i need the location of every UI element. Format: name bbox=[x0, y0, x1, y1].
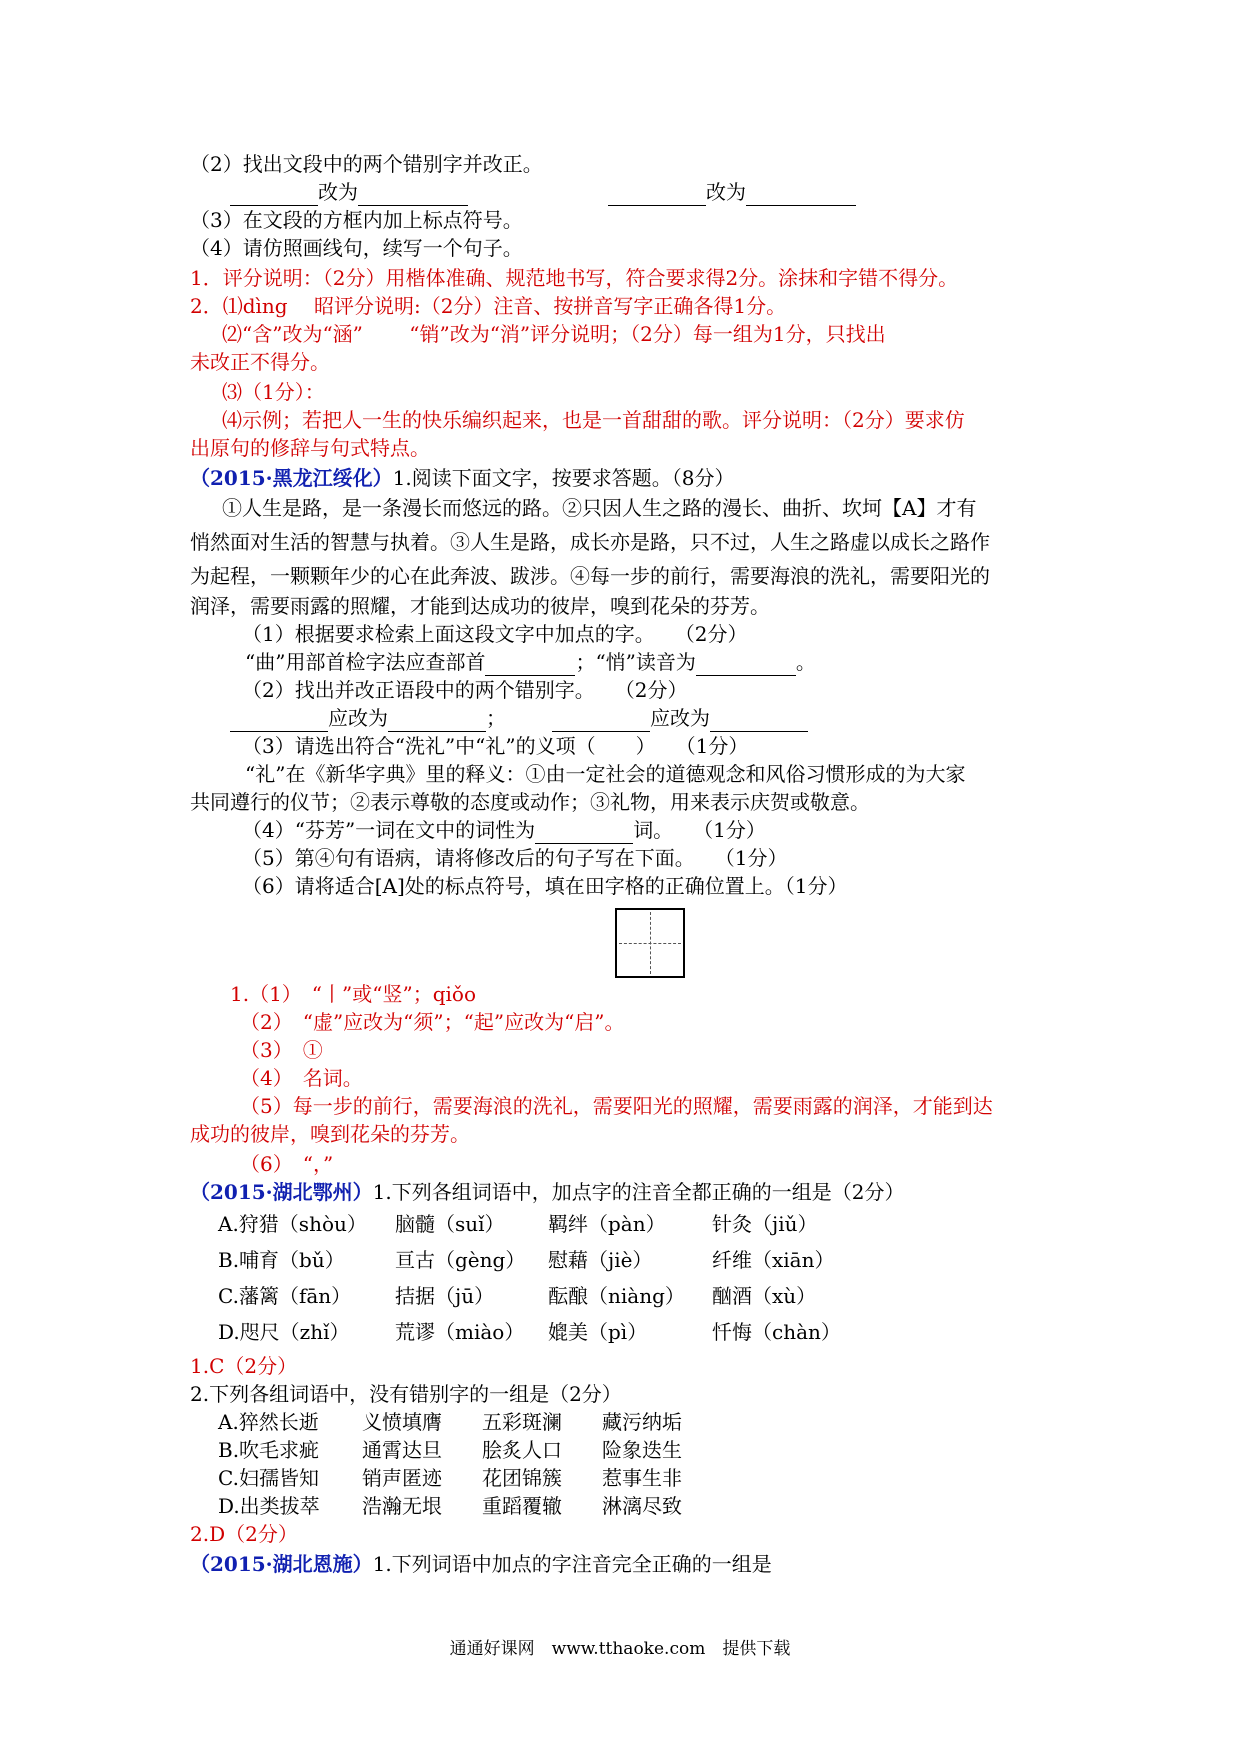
exam-source-tag: （2015·黑龙江绥化） bbox=[190, 466, 393, 490]
answer-blank[interactable] bbox=[608, 183, 706, 206]
answer-blank[interactable] bbox=[230, 183, 318, 206]
question-2: （2）找出文段中的两个错别字并改正。 bbox=[190, 152, 543, 176]
exam-source-tag: （2015·湖北恩施） bbox=[190, 1552, 373, 1576]
answer-1: 1.（1） “丨”或“竖”；qiǒo bbox=[230, 982, 476, 1006]
exam-heading bbox=[190, 464, 1070, 492]
passage-line: 润泽，需要雨露的照耀，才能到达成功的彼岸，嗅到花朵的芬芳。 bbox=[190, 594, 770, 618]
answer-5-cont: 出原句的修辞与句式特点。 bbox=[190, 436, 430, 460]
answer-blank[interactable] bbox=[485, 653, 575, 676]
question-2b: 应改为 ； 应改为 bbox=[230, 704, 1110, 732]
question-2: 2.下列各组词语中，没有错别字的一组是（2分） bbox=[190, 1382, 622, 1406]
answer-4: （4） 名词。 bbox=[240, 1066, 363, 1090]
question-3: （3）在文段的方框内加上标点符号。 bbox=[190, 208, 523, 232]
question-title: 1.下列词语中加点的字注音完全正确的一组是 bbox=[372, 1552, 772, 1576]
definition-line: “礼”在《新华字典》里的释义：①由一定社会的道德观念和风俗习惯形成的为大家 bbox=[245, 762, 966, 786]
answer-3: （3） ① bbox=[240, 1038, 323, 1062]
question-title: 1.阅读下面文字，按要求答题。（8分） bbox=[392, 466, 735, 490]
question-1: （1）根据要求检索上面这段文字中加点的字。 （2分） bbox=[242, 622, 748, 646]
exam-heading bbox=[190, 1178, 1070, 1206]
question-4: （4）请仿照画线句，续写一个句子。 bbox=[190, 236, 523, 260]
answer-1: 1.C（2分） bbox=[190, 1354, 298, 1378]
question-3: （3）请选出符合“洗礼”中“礼”的义项（ ） （1分） bbox=[242, 734, 749, 758]
question-title: 1.下列各组词语中，加点字的注音全都正确的一组是（2分） bbox=[372, 1180, 905, 1204]
question-5: （5）第④句有语病，请将修改后的句子写在下面。 （1分） bbox=[242, 846, 788, 870]
passage-line: 为起程，一颗颗年少的心在此奔波、跋涉。④每一步的前行，需要海浪的洗礼，需要阳光的 bbox=[190, 564, 990, 588]
answer-2: 2.D（2分） bbox=[190, 1522, 298, 1546]
answer-blank[interactable] bbox=[710, 709, 808, 732]
correction-blanks: 改为 改为 bbox=[230, 178, 1110, 206]
question-6: （6）请将适合[A]处的标点符号，填在田字格的正确位置上。（1分） bbox=[242, 874, 848, 898]
question-4: （4）“芬芳”一词在文中的词性为 词。 （1分） bbox=[242, 818, 766, 842]
answer-5: （5）每一步的前行，需要海浪的洗礼，需要阳光的照耀，需要雨露的润泽，才能到达 bbox=[240, 1094, 993, 1118]
exam-heading bbox=[190, 1550, 1070, 1578]
answer-3-cont: 未改正不得分。 bbox=[190, 350, 330, 374]
answer-blank[interactable] bbox=[552, 709, 650, 732]
answer-blank[interactable] bbox=[358, 183, 468, 206]
answer-6: （6） “，” bbox=[240, 1152, 334, 1176]
answer-blank[interactable] bbox=[230, 709, 328, 732]
question-1b: “曲”用部首检字法应查部首 ；“悄”读音为 。 bbox=[245, 650, 816, 674]
answer-2: 2．⑴dìng 昭评分说明:（2分）注音、按拼音写字正确各得1分。 bbox=[190, 294, 787, 318]
answer-4: ⑶（1分）： bbox=[222, 380, 325, 404]
exam-source-tag: （2015·湖北鄂州） bbox=[190, 1180, 373, 1204]
definition-line: 共同遵行的仪节；②表示尊敬的态度或动作；③礼物，用来表示庆贺或敬意。 bbox=[190, 790, 870, 814]
answer-blank[interactable] bbox=[746, 183, 856, 206]
answer-5-cont: 成功的彼岸，嗅到花朵的芬芳。 bbox=[190, 1122, 470, 1146]
answer-2: （2） “虚”应改为“须”；“起”应改为“启”。 bbox=[240, 1010, 625, 1034]
question-2: （2）找出并改正语段中的两个错别字。 （2分） bbox=[242, 678, 688, 702]
answer-blank[interactable] bbox=[535, 821, 633, 844]
page-footer: 通通好课网 www.tthaoke.com 提供下载 bbox=[449, 1639, 791, 1659]
answer-5: ⑷示例；若把人一生的快乐编织起来，也是一首甜甜的歌。评分说明：（2分）要求仿 bbox=[222, 408, 965, 432]
passage-line: 悄然面对生活的智慧与执着。③人生是路，成长亦是路，只不过，人生之路虚以成长之路作 bbox=[190, 530, 990, 554]
answer-1: 1．评分说明：（2分）用楷体准确、规范地书写，符合要求得2分。涂抹和字错不得分。 bbox=[190, 266, 959, 290]
answer-3: ⑵“含”改为“涵” “销”改为“消”评分说明；（2分）每一组为1分，只找出 bbox=[222, 322, 886, 346]
tianzige-grid[interactable] bbox=[615, 908, 685, 978]
answer-blank[interactable] bbox=[696, 653, 796, 676]
answer-blank[interactable] bbox=[388, 709, 486, 732]
passage-line: ①人生是路，是一条漫长而悠远的路。②只因人生之路的漫长、曲折、坎坷【A】才有 bbox=[222, 496, 977, 520]
document-page: （2）找出文段中的两个错别字并改正。 改为 改为 （3）在文段的方框内加上标点符号。 （4）请仿照画线句，续写一个句子。 1．评分说明：（2分）用楷体准确、规范地书写，符合要求得2分。涂抹和字错不得分。 2．⑴dìng 昭评分说明:（2分）注音、按拼音写字正确各得1分。 ⑵“含”改为“涵” “销”改为“消”评分说明；（2分）每一组为1分，只找出 未改正不得分。 ⑶（1分）： ⑷示例；若把人一生的快乐编织起来，也是一首甜甜的歌。评分说明：（2分）要求仿 出原句的修辞与句式特点。 （2015·黑龙江绥化）1.阅读下面文字，按要求答题。（8分） ①人生是路，是一条漫长而悠远的路。②只因人生之路的漫长、曲折、坎坷【A】才有 悄然面对生活的智慧与执着。③人生是路，成长亦是路，只不过，人生之路虚以成长之路作 为起程，一颗颗年少的心在此奔波、跋涉。④每一步的前行，需要海浪的洗礼，需要阳光的 润泽，需要雨露的照耀，才能到达成功的彼岸，嗅到花朵的芬芳。 （1）根据要求检索上面这段文字中加点的字。 （2分） “曲”用部首检字法应查部首 ；“悄”读音为 。 （2）找出并改正语段中的两个错别字。 （2分） 应改为 ； 应改为 （3）请选出符合“洗礼”中“礼”的义项（ ） （1分） “礼”在《新华字典》里的释义：①由一定社会的道德观念和风俗习惯形成的为大家 共同遵行的仪节；②表示尊敬的态度或动作；③礼物，用来表示庆贺或敬意。 （4）“芬芳”一词在文中的词性为 词。 （1分） （5）第④句有语病，请将修改后的句子写在下面。 （1分） （6）请将适合[A]处的标点符号，填在田字格的正确位置上。（1分） 1.（1） “丨”或“竖”；qiǒo （2） “虚”应改为“须”；“起”应改为“启”。 （3） ① （4） 名词。 （5）每一步的前行，需要海浪的洗礼，需要阳光的照耀，需要雨露的润泽，才能到达 成功的彼岸，嗅到花朵的芬芳。 （6） “，” （2015·湖北鄂州）1.下列各组词语中，加点字的注音全都正确的一组是（2分） A.狩猎（shòu） 脑髓（suǐ） 羁绊（pàn） 针灸（jiǔ） B.哺育（bǔ） 亘古（gèng） 慰藉（jiè） 纤维（xiān） C.藩篱（fān） 拮据（jū） 酝酿（niàng） 酗酒（xù） D.咫尺（zhǐ） 荒谬（miào） 媲美（pì） 忏悔（chàn） 1.C（2分） 2.下列各组词语中，没有错别字的一组是（2分） A.猝然长逝 义愤填膺 五彩斑澜 藏污纳垢 B.吹毛求疵 通霄达旦 脍炙人口 险象迭生 C.妇孺皆知 销声匿迹 花团锦簇 惹事生非 D.出类拔萃 浩瀚无垠 重蹈覆辙 淋漓尽致 2.D（2分） （2015·湖北恩施）1.下列词语中加点的字注音完全正确的一组是 通通好课网 www.tthaoke.com 提供下载 bbox=[0, 0, 1240, 1754]
